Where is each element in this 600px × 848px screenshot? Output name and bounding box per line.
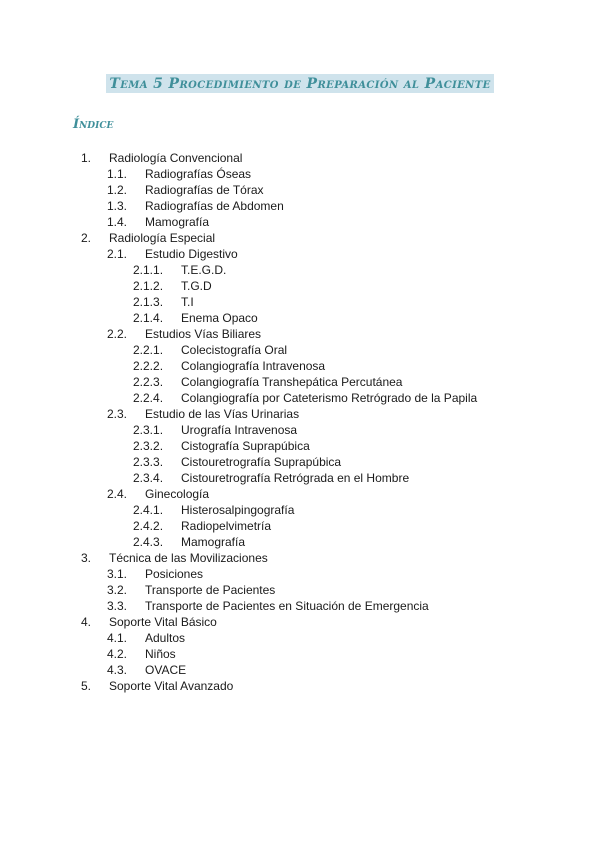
toc-entry bbox=[0, 534, 600, 550]
toc-entry-label: Radiología Convencional bbox=[109, 151, 243, 165]
toc-entry bbox=[0, 310, 600, 326]
toc-entry bbox=[0, 166, 600, 182]
toc-entry-number: 2.1.2. bbox=[133, 279, 164, 293]
toc-entry bbox=[0, 150, 600, 166]
toc-entry-number: 2.3.1. bbox=[133, 423, 164, 437]
title-bar bbox=[0, 74, 600, 93]
toc-entry-label: Radiografías Óseas bbox=[145, 167, 252, 181]
toc-entry-number: 5. bbox=[81, 679, 92, 693]
toc-entry-number: 2.2. bbox=[107, 327, 128, 341]
toc-entry-number: 3. bbox=[81, 551, 92, 565]
toc-entry bbox=[0, 550, 600, 566]
toc-entry-number: 2.4.1. bbox=[133, 503, 164, 517]
toc-entry-label: Niños bbox=[145, 647, 176, 661]
index-heading: Índice bbox=[73, 117, 114, 132]
toc-entry-label: Mamografía bbox=[145, 215, 210, 229]
toc-entry bbox=[0, 614, 600, 630]
toc-entry bbox=[0, 518, 600, 534]
toc-entry-number: 2.3.4. bbox=[133, 471, 164, 485]
toc-entry-number: 2.2.1. bbox=[133, 343, 164, 357]
toc-entry bbox=[0, 470, 600, 486]
toc-entry-number: 2.2.4. bbox=[133, 391, 164, 405]
toc-entry-label: Colangiografía Intravenosa bbox=[181, 359, 326, 373]
toc-entry-number: 3.1. bbox=[107, 567, 128, 581]
toc-entry-label: Colecistografía Oral bbox=[181, 343, 288, 357]
toc-entry-label: Adultos bbox=[145, 631, 186, 645]
toc-entry-number: 2.3.3. bbox=[133, 455, 164, 469]
toc-entry bbox=[0, 438, 600, 454]
toc-entry-number: 3.3. bbox=[107, 599, 128, 613]
toc-entry-label: Urografía Intravenosa bbox=[181, 423, 298, 437]
toc-entry-label: T.I bbox=[181, 295, 194, 309]
toc-entry-label: Colangiografía Transhepática Percutánea bbox=[181, 375, 403, 389]
toc-entry bbox=[0, 214, 600, 230]
toc-entry-number: 1.3. bbox=[107, 199, 128, 213]
toc-entry-label: T.G.D bbox=[181, 279, 212, 293]
toc-entry-label: T.E.G.D. bbox=[181, 263, 227, 277]
toc-entry bbox=[0, 406, 600, 422]
toc-entry bbox=[0, 342, 600, 358]
toc-entry-number: 4. bbox=[81, 615, 92, 629]
toc-entry-label: Radiología Especial bbox=[109, 231, 216, 245]
toc-entry bbox=[0, 598, 600, 614]
toc-entry-label: Cistouretrografía Suprapúbica bbox=[181, 455, 342, 469]
table-of-contents bbox=[0, 150, 600, 694]
toc-entry-number: 2.3.2. bbox=[133, 439, 164, 453]
toc-entry bbox=[0, 422, 600, 438]
toc-entry bbox=[0, 630, 600, 646]
toc-entry-label: Soporte Vital Avanzado bbox=[109, 679, 234, 693]
toc-entry-number: 2.1.1. bbox=[133, 263, 164, 277]
toc-entry bbox=[0, 294, 600, 310]
toc-entry-label: Enema Opaco bbox=[181, 311, 258, 325]
toc-entry-label: Colangiografía por Cateterismo Retrógrado de la Papila bbox=[181, 391, 478, 405]
toc-entry-label: Radiopelvimetría bbox=[181, 519, 272, 533]
toc-entry-label: Estudio de las Vías Urinarias bbox=[145, 407, 300, 421]
toc-entry bbox=[0, 246, 600, 262]
toc-entry-number: 4.1. bbox=[107, 631, 128, 645]
toc-entry-label: Cistografía Suprapúbica bbox=[181, 439, 310, 453]
toc-entry-number: 1.4. bbox=[107, 215, 128, 229]
toc-entry-label: Histerosalpingografía bbox=[181, 503, 295, 517]
toc-entry-number: 4.3. bbox=[107, 663, 128, 677]
toc-entry bbox=[0, 326, 600, 342]
toc-entry-number: 2.2.3. bbox=[133, 375, 164, 389]
toc-entry-label: Soporte Vital Básico bbox=[109, 615, 217, 629]
toc-entry bbox=[0, 678, 600, 694]
toc-entry-label: OVACE bbox=[145, 663, 187, 677]
toc-entry-number: 1.2. bbox=[107, 183, 128, 197]
toc-entry bbox=[0, 646, 600, 662]
toc-entry-label: Radiografías de Tórax bbox=[145, 183, 264, 197]
toc-entry bbox=[0, 262, 600, 278]
toc-entry bbox=[0, 358, 600, 374]
toc-entry-label: Técnica de las Movilizaciones bbox=[109, 551, 268, 565]
toc-entry bbox=[0, 582, 600, 598]
toc-entry-label: Transporte de Pacientes bbox=[145, 583, 276, 597]
toc-entry-label: Estudios Vías Biliares bbox=[145, 327, 262, 341]
toc-entry bbox=[0, 374, 600, 390]
toc-entry-label: Ginecología bbox=[145, 487, 210, 501]
toc-entry-number: 2.4.3. bbox=[133, 535, 164, 549]
toc-entry-label: Cistouretrografía Retrógrada en el Hombre bbox=[181, 471, 410, 485]
toc-entry-number: 4.2. bbox=[107, 647, 128, 661]
toc-entry-number: 2.1. bbox=[107, 247, 128, 261]
toc-entry-number: 1. bbox=[81, 151, 92, 165]
toc-entry bbox=[0, 230, 600, 246]
toc-entry bbox=[0, 182, 600, 198]
document-title: Tema 5 Procedimiento de Preparación al Paciente bbox=[106, 74, 493, 93]
toc-entry-label: Mamografía bbox=[181, 535, 246, 549]
toc-entry bbox=[0, 486, 600, 502]
toc-entry bbox=[0, 566, 600, 582]
toc-entry-label: Transporte de Pacientes en Situación de Emergencia bbox=[145, 599, 429, 613]
toc-entry-number: 2.2.2. bbox=[133, 359, 164, 373]
toc-entry bbox=[0, 454, 600, 470]
toc-entry-number: 3.2. bbox=[107, 583, 128, 597]
toc-entry-number: 1.1. bbox=[107, 167, 128, 181]
toc-entry bbox=[0, 198, 600, 214]
toc-entry-label: Posiciones bbox=[145, 567, 204, 581]
toc-entry-number: 2.4. bbox=[107, 487, 128, 501]
toc-entry-label: Estudio Digestivo bbox=[145, 247, 238, 261]
toc-entry-number: 2.1.4. bbox=[133, 311, 164, 325]
toc-entry bbox=[0, 390, 600, 406]
toc-entry-number: 2. bbox=[81, 231, 92, 245]
toc-entry-label: Radiografías de Abdomen bbox=[145, 199, 284, 213]
toc-entry-number: 2.1.3. bbox=[133, 295, 164, 309]
toc-entry bbox=[0, 662, 600, 678]
toc-entry-number: 2.3. bbox=[107, 407, 128, 421]
toc-entry bbox=[0, 502, 600, 518]
toc-entry bbox=[0, 278, 600, 294]
toc-entry-number: 2.4.2. bbox=[133, 519, 164, 533]
